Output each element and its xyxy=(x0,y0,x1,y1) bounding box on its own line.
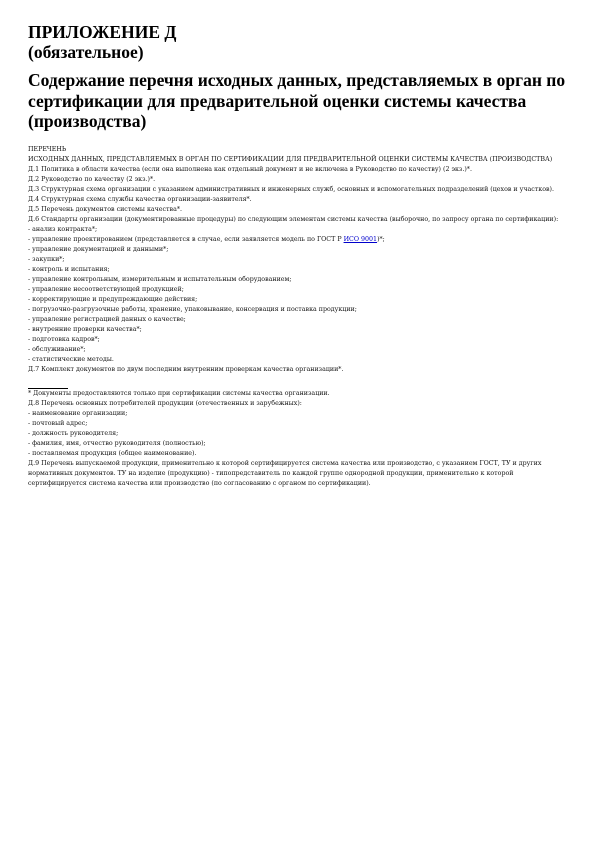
d6-item: - внутренние проверки качества*; xyxy=(28,325,142,333)
design-item-end: )*; xyxy=(377,235,385,243)
item-d4: Д.4 Структурная схема службы качества организации-заявителя*. xyxy=(28,195,252,203)
d8-item: - поставляемая продукция (общее наименование). xyxy=(28,449,197,457)
footnote: * Документы предоставляются только при сертификации системы качества организации. xyxy=(28,389,330,397)
d6-item: - статистические методы. xyxy=(28,355,114,363)
item-d3: Д.3 Структурная схема организации с указанием административных и инженерных служб, основных и вспомогательных подразделений (цехов и участков). xyxy=(28,185,554,193)
d6-item: - подготовка кадров*; xyxy=(28,335,100,343)
d8-item: - наименование организации; xyxy=(28,409,128,417)
d6-item: - закупки*; xyxy=(28,255,65,263)
d6-item: - управление документацией и данными*; xyxy=(28,245,169,253)
document-body xyxy=(28,145,568,489)
d6-item: - управление несоответствующей продукцией; xyxy=(28,285,184,293)
item-d6: Д.6 Стандарты организации (документированные процедуры) по следующим элементам системы качества (выборочно, по запросу органа по сертификации): xyxy=(28,215,559,223)
list-heading: ИСХОДНЫХ ДАННЫХ, ПРЕДСТАВЛЯЕМЫХ В ОРГАН ПО СЕРТИФИКАЦИИ ДЛЯ ПРЕДВАРИТЕЛЬНОЙ ОЦЕНКИ СИСТЕМЫ КАЧЕСТВА (ПРОИЗВОДСТВА) xyxy=(28,155,553,163)
document-page xyxy=(28,22,568,489)
appendix-status: (обязательное) xyxy=(28,42,144,62)
item-d5: Д.5 Перечень документов системы качества*. xyxy=(28,205,182,213)
d6-item: - анализ контракта*; xyxy=(28,225,98,233)
item-d2: Д.2 Руководство по качеству (2 экз.)*. xyxy=(28,175,156,183)
iso-9001-link[interactable]: ИСО 9001 xyxy=(343,235,378,243)
d6-item-design xyxy=(28,235,568,245)
d6-item: - корректирующие и предупреждающие действия; xyxy=(28,295,198,303)
item-d8: Д.8 Перечень основных потребителей продукции (отечественных и зарубежных): xyxy=(28,399,302,407)
item-d7: Д.7 Комплект документов по двум последним внутренним проверкам качества организации*. xyxy=(28,365,344,373)
d6-item: - управление контрольным, измерительным и испытательным оборудованием; xyxy=(28,275,292,283)
document-heading: Содержание перечня исходных данных, представляемых в орган по сертификации для предварительной оценки системы качества (производства) xyxy=(28,70,566,131)
d6-item: - погрузочно-разгрузочные работы, хранение, упаковывание, консервация и поставка продукции; xyxy=(28,305,357,313)
list-label: ПЕРЕЧЕНЬ xyxy=(28,145,67,153)
d6-item: - управление регистрацией данных о качестве; xyxy=(28,315,186,323)
item-d9: Д.9 Перечень выпускаемой продукции, применительно к которой сертифицируется система качества или производство, с указанием ГОСТ, ТУ и других нормативных документов. ТУ на изделие (продукцию) - типопредставитель по каждой группе однородной продукции, применительно к которой сертифицируется система качества или производство (по согласованию с органом по сертификации). xyxy=(28,459,542,487)
d6-item: - контроль и испытания; xyxy=(28,265,110,273)
d8-item: - почтовый адрес; xyxy=(28,419,88,427)
appendix-title xyxy=(28,22,568,62)
design-item-text: - управление проектированием (представляется в случае, если заявляется модель по ГОСТ Р xyxy=(28,235,344,243)
d8-item: - фамилия, имя, отчество руководителя (полностью); xyxy=(28,439,206,447)
item-d1: Д.1 Политика в области качества (если она выполнена как отдельный документ и не включена в Руководство по качеству) (2 экз.)*. xyxy=(28,165,472,173)
d6-item: - обслуживание*; xyxy=(28,345,86,353)
d8-item: - должность руководителя; xyxy=(28,429,119,437)
appendix-label: ПРИЛОЖЕНИЕ Д xyxy=(28,22,177,42)
